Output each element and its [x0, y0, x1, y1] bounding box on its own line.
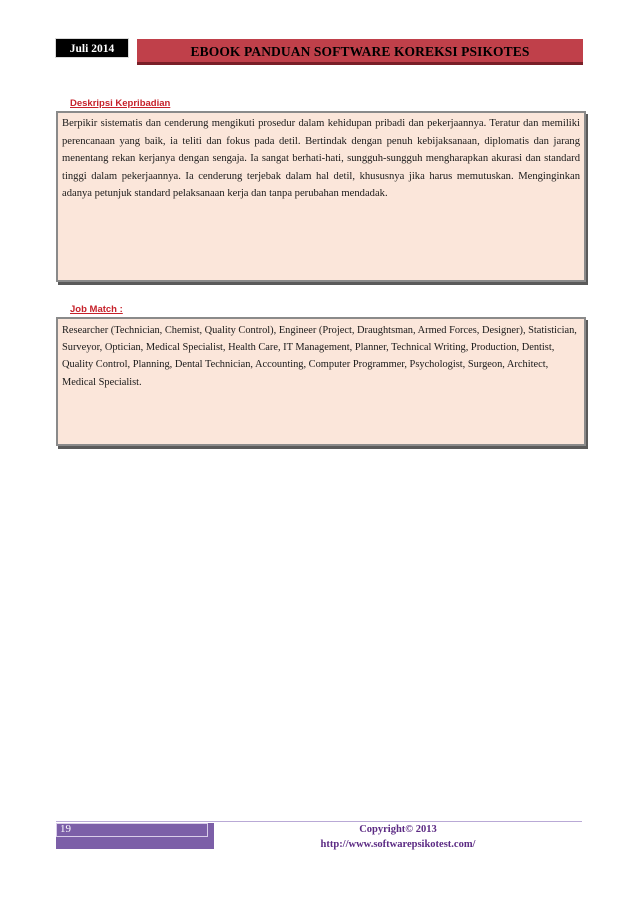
page-number: 19: [60, 823, 71, 835]
header-date: Juli 2014: [55, 38, 129, 58]
footer-page-frame: [56, 823, 208, 837]
header-title: EBOOK PANDUAN SOFTWARE KOREKSI PSIKOTES: [137, 39, 583, 65]
jobmatch-box: [56, 317, 586, 446]
footer-info: [214, 822, 582, 852]
deskripsi-text: Berpikir sistematis dan cenderung mengikuti prosedur dalam kehidupan pribadi dan pekerjaannya. Teratur dan memiliki perencanaan yang baik, ia teliti dan fokus pada detil. Bertindak dengan penuh kebijaksanaan, diplomatis dan jarang menentang rekan kerjanya dengan sengaja. Ia sangat berhati-hati, sungguh-sungguh mengharapkan akurasi dan standard tinggi dalam pekerjaannya. Ia cenderung terjebak dalam hal detil, khususnya jika harus memutuskan. Menginginkan adanya petunjuk standard pelaksanaan kerja dan tanpa perubahan mendadak.: [62, 118, 580, 199]
page-header: [55, 38, 583, 65]
deskripsi-box: [56, 111, 586, 282]
footer-copyright: Copyright© 2013: [359, 824, 437, 835]
jobmatch-text: Researcher (Technician, Chemist, Quality Control), Engineer (Project, Draughtsman, Armed Forces, Designer), Statistician, Surveyor, Optician, Medical Specialist, Health Care, IT Management, Planner, Technical Writing, Production, Dentist, Quality Control, Planning, Dental Technician, Accounting, Computer Programmer, Psychologist, Surgeon, Architect, Medical Specialist.: [62, 325, 577, 388]
section-label-jobmatch: Job Match :: [70, 304, 123, 315]
section-label-deskripsi: Deskripsi Kepribadian: [70, 98, 171, 109]
footer-url[interactable]: http://www.softwarepsikotest.com/: [320, 839, 476, 850]
